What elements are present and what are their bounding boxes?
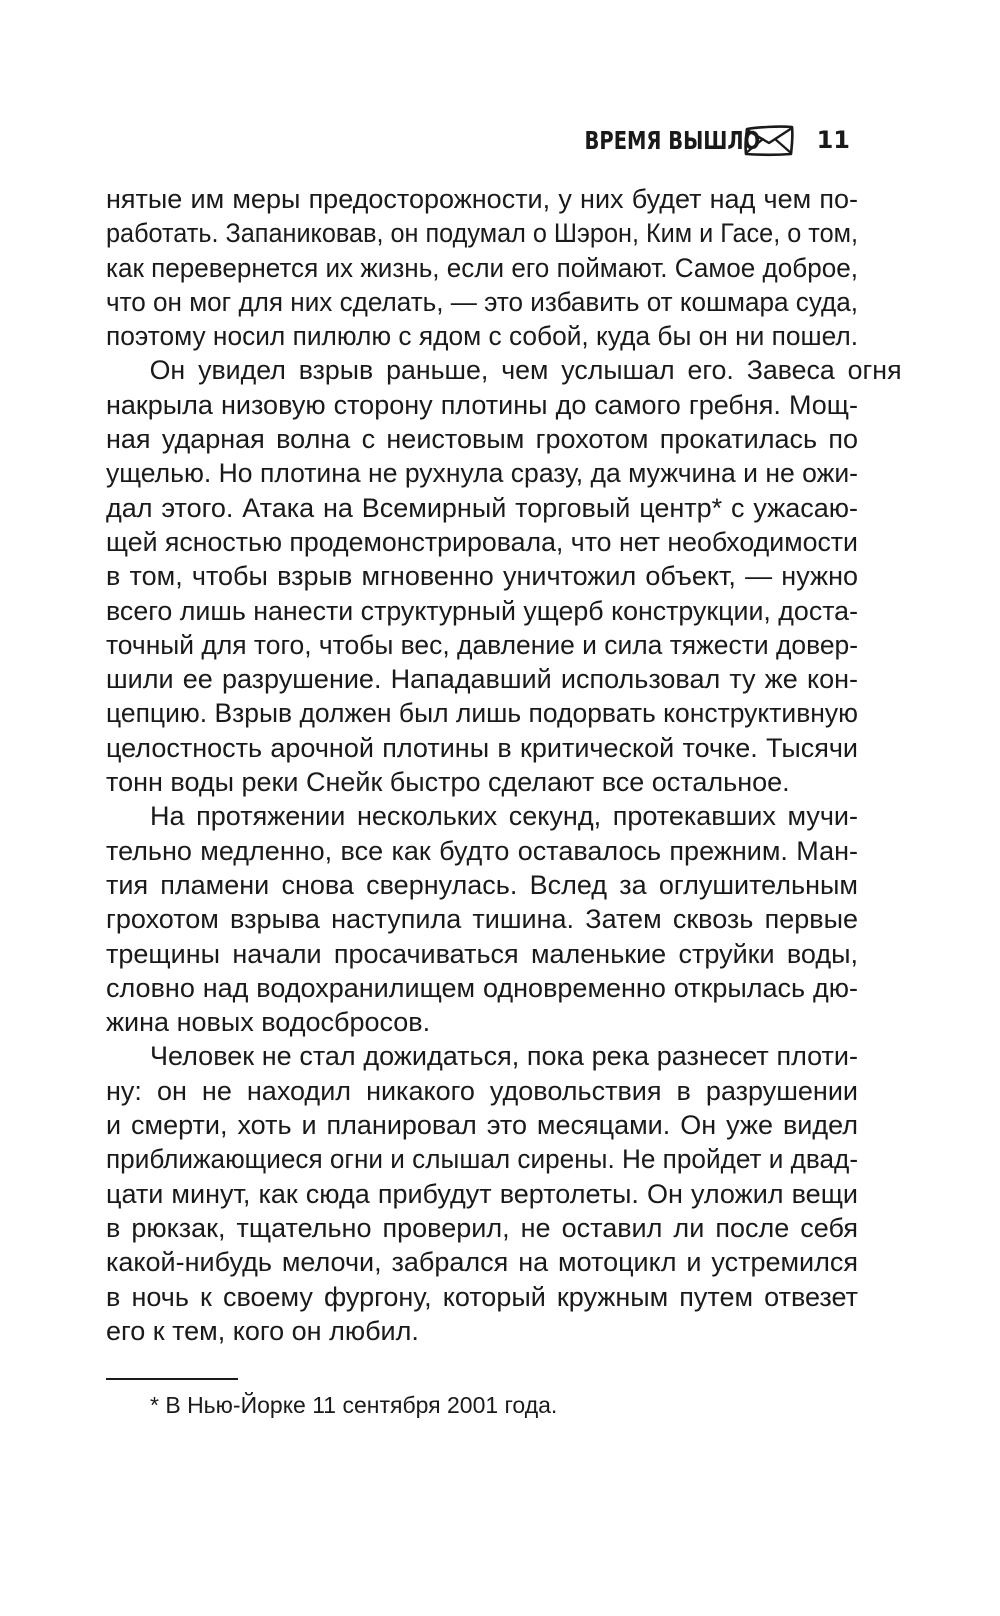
text-line: ну: он не находил никакого удовольствия в разрушении (106, 1075, 858, 1106)
text-line: цепцию. Взрыв должен был лишь подорвать конструктивную (106, 698, 858, 729)
text-line: в рюкзак, тщательно проверил, не оставил ли после себя (106, 1212, 858, 1243)
text-line: его к тем, кого он любил. (106, 1315, 419, 1346)
text-line: нятые им меры предосторожности, у них будет над чем по- (106, 184, 858, 214)
paragraph (106, 353, 902, 799)
text-line: точный для того, чтобы вес, давление и сила тяжести довер- (106, 629, 859, 660)
text-line: цати минут, как сюда прибудут вертолеты. Он уложил вещи (106, 1178, 858, 1209)
paragraph (106, 799, 858, 1039)
text-line: шили ее разрушение. Нападавший использовал ту же кон- (106, 664, 858, 695)
text-line: что он мог для них сделать, — это избавить от кошмара суда, (106, 286, 859, 317)
footnote-separator (106, 1378, 238, 1380)
footnote: * В Нью-Йорке 11 сентября 2001 года. (150, 1392, 558, 1418)
text-line: как перевернется их жизнь, если его поймают. Самое доброе, (106, 252, 858, 283)
text-line: какой-нибудь мелочи, забрался на мотоцикл и устремился (106, 1247, 858, 1278)
page-number: 11 (816, 126, 850, 154)
text-line: поэтому носил пилюлю с ядом с собой, куда бы он ни пошел. (106, 321, 859, 352)
text-line: и смерти, хоть и планировал это месяцами. Он уже видел (106, 1110, 858, 1141)
running-title: ВРЕМЯ ВЫШЛО (584, 125, 761, 155)
text-line: Человек не стал дожидаться, пока река разнесет плоти- (150, 1041, 858, 1072)
text-line: тонн воды реки Снейк быстро сделают все остальное. (106, 767, 790, 798)
text-line: тия пламени снова свернулась. Вслед за оглушительным (106, 869, 858, 900)
text-line: словно над водохранилищем одновременно открылась дю- (106, 972, 858, 1003)
text-line: накрыла низовую сторону плотины до самого гребня. Мощ- (106, 389, 858, 420)
text-line: ная ударная волна с неистовым грохотом прокатилась по (106, 424, 858, 455)
text-line: работать. Запаниковав, он подумал о Шэрон, Ким и Гасе, о том, (106, 218, 858, 249)
text-line: щей ясностью продемонстрировала, что нет необходимости (106, 526, 858, 557)
running-header (535, 120, 850, 160)
text-line: всего лишь нанести структурный ущерб конструкции, доста- (106, 595, 859, 626)
text-line: тельно медленно, все как будто оставалось прежним. Ман- (106, 835, 858, 866)
text-line: ущелью. Но плотина не рухнула сразу, да мужчина и не ожи- (106, 458, 858, 489)
text-line: Он увидел взрыв раньше, чем услышал его. Завеса огня (149, 355, 902, 386)
paragraph (106, 1039, 858, 1348)
text-line: в ночь к своему фургону, который кружным путем отвезет (106, 1281, 858, 1312)
text-line: трещины начали просачиваться маленькие струйки воды, (106, 938, 858, 969)
text-line: жина новых водосбросов. (106, 1007, 431, 1038)
paragraph (106, 182, 858, 353)
text-line: целостность арочной плотины в критической точке. Тысячи (106, 732, 858, 763)
body-text (106, 182, 902, 1348)
text-line: грохотом взрыва наступила тишина. Затем сквозь первые (106, 904, 858, 935)
text-line: На протяжении нескольких секунд, протекавших мучи- (150, 801, 858, 832)
text-line: приближающиеся огни и слышал сирены. Не пройдет и двад- (106, 1144, 859, 1175)
text-line: в том, чтобы взрыв мгновенно уничтожил объект, — нужно (106, 561, 858, 592)
text-line: дал этого. Атака на Всемирный торговый центр* с ужасаю- (106, 492, 858, 523)
